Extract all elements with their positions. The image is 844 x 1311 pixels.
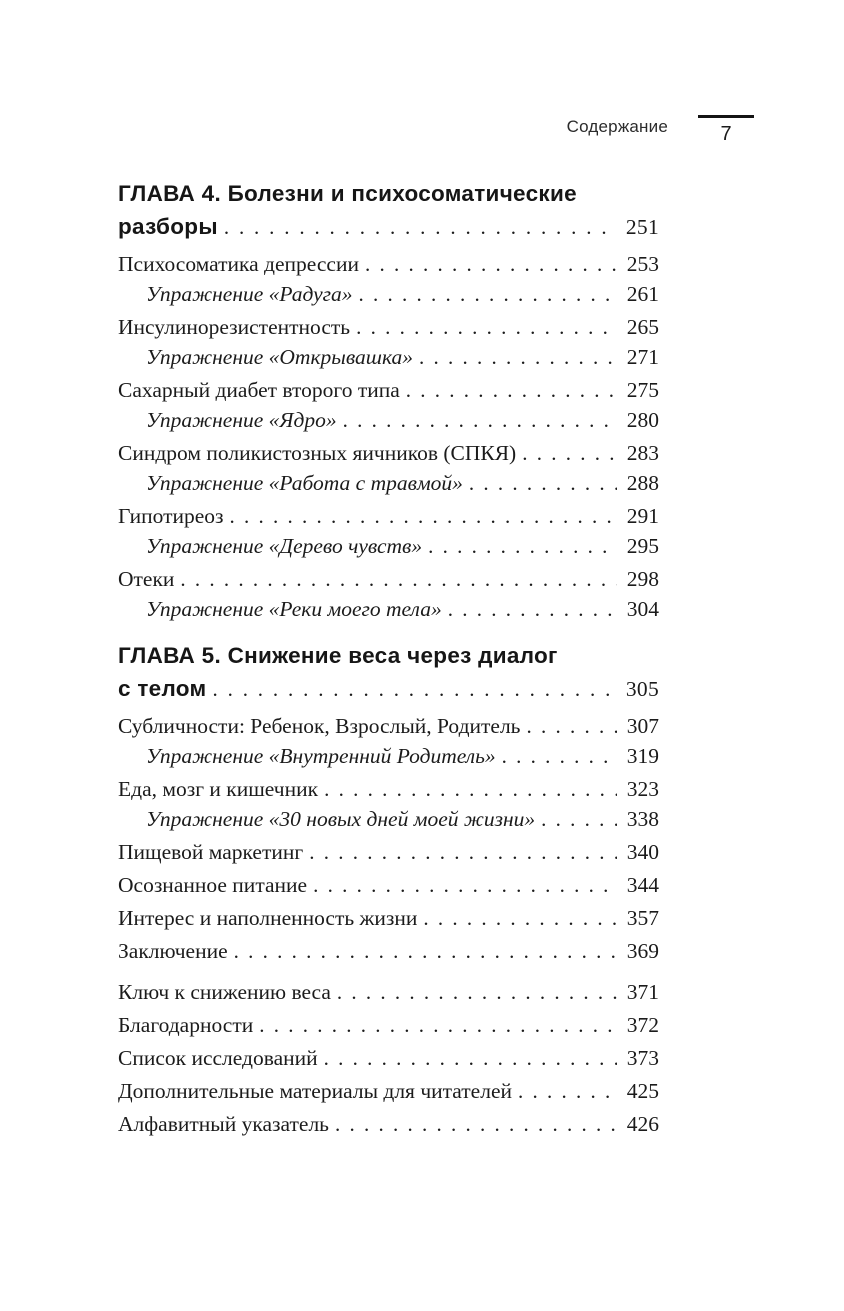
toc-chapter-entry xyxy=(118,177,659,244)
toc-entry-title: Ключ к снижению веса xyxy=(118,980,331,1004)
toc-entry-title: Интерес и наполненность жизни xyxy=(118,906,418,930)
dot-leader xyxy=(516,438,617,468)
toc-item-entry xyxy=(118,1109,659,1139)
toc-chapter-line2-row xyxy=(118,672,659,706)
toc-page-number: 288 xyxy=(626,471,659,495)
toc-item-entry xyxy=(118,774,659,804)
toc-page-number: 319 xyxy=(626,744,659,768)
running-title: Содержание xyxy=(566,117,668,136)
toc-item-entry xyxy=(118,1076,659,1106)
toc-page-number: 357 xyxy=(626,906,659,930)
toc-entry-title: Инсулинорезистентность xyxy=(118,315,351,339)
toc-page-number: 295 xyxy=(626,534,659,558)
dot-leader xyxy=(253,1010,617,1040)
toc-entry-title: Еда, мозг и кишечник xyxy=(118,777,319,801)
dot-leader xyxy=(307,870,617,900)
toc-entry-title: Упражнение «Внутренний Родитель» xyxy=(146,744,496,768)
toc-page-number: 253 xyxy=(626,252,659,276)
toc-page-number: 323 xyxy=(626,777,659,801)
toc-item-entry xyxy=(118,438,659,468)
toc-entry-title: Алфавитный указатель xyxy=(118,1112,329,1136)
folio-rule xyxy=(698,115,754,118)
toc-page-number: 425 xyxy=(626,1079,659,1103)
toc-page-number: 338 xyxy=(626,807,659,831)
toc-page-number: 372 xyxy=(626,1013,659,1037)
toc-entry-title: Отеки xyxy=(118,567,175,591)
toc-entry-title: Психосоматика депрессии xyxy=(118,252,359,276)
toc-entry-title: с телом xyxy=(118,676,207,701)
dot-leader xyxy=(303,837,617,867)
dot-leader xyxy=(174,564,617,594)
toc-entry-title: Упражнение «30 новых дней моей жизни» xyxy=(146,807,536,831)
toc-exercise-entry xyxy=(118,468,659,498)
toc-entry-title: Список исследований xyxy=(118,1046,318,1070)
dot-leader xyxy=(535,804,617,834)
toc-entry-title: Пищевой маркетинг xyxy=(118,840,304,864)
toc-exercise-entry xyxy=(118,741,659,771)
toc-item-entry xyxy=(118,837,659,867)
toc-entry-title: Упражнение «Реки моего тела» xyxy=(146,597,442,621)
toc-page-number: 426 xyxy=(626,1112,659,1136)
toc-exercise-entry xyxy=(118,279,659,309)
toc-entry-title: Упражнение «Работа с травмой» xyxy=(146,471,463,495)
dot-leader xyxy=(463,468,617,498)
toc-page-number: 304 xyxy=(626,597,659,621)
dot-leader xyxy=(218,211,617,244)
toc-page-number: 307 xyxy=(626,714,659,738)
toc-page-number: 280 xyxy=(626,408,659,432)
toc-item-entry xyxy=(118,977,659,1007)
toc-item-entry xyxy=(118,501,659,531)
toc-page-number: 265 xyxy=(626,315,659,339)
toc-page-number: 251 xyxy=(625,215,659,239)
dot-leader xyxy=(359,249,617,279)
toc-entry-title: Дополнительные материалы для читателей xyxy=(118,1079,513,1103)
table-of-contents xyxy=(118,177,659,1139)
dot-leader xyxy=(400,375,617,405)
toc-entry-title: Гипотиреоз xyxy=(118,504,224,528)
toc-page-number: 305 xyxy=(625,677,659,701)
dot-leader xyxy=(329,1109,617,1139)
dot-leader xyxy=(331,977,617,1007)
toc-page-number: 298 xyxy=(626,567,659,591)
toc-entry-title: Сахарный диабет второго типа xyxy=(118,378,400,402)
toc-entry-title: Синдром поликистозных яичников (СПКЯ) xyxy=(118,441,517,465)
toc-item-entry xyxy=(118,903,659,933)
dot-leader xyxy=(224,501,617,531)
toc-item-entry xyxy=(118,375,659,405)
dot-leader xyxy=(318,774,617,804)
toc-page-number: 271 xyxy=(626,345,659,369)
dot-leader xyxy=(207,673,618,706)
toc-page-number: 371 xyxy=(626,980,659,1004)
toc-page-number: 291 xyxy=(626,504,659,528)
toc-item-entry xyxy=(118,249,659,279)
toc-item-entry xyxy=(118,870,659,900)
toc-item-entry xyxy=(118,936,659,966)
toc-entry-title: Благодарности xyxy=(118,1013,254,1037)
dot-leader xyxy=(496,741,617,771)
toc-entry-title: Заключение xyxy=(118,939,228,963)
toc-item-entry xyxy=(118,1043,659,1073)
toc-entry-title: Субличности: Ребенок, Взрослый, Родитель xyxy=(118,714,521,738)
toc-chapter-line1: ГЛАВА 5. Снижение веса через диалог xyxy=(118,643,558,668)
dot-leader xyxy=(512,1076,617,1106)
toc-page-number: 261 xyxy=(626,282,659,306)
toc-page-number: 340 xyxy=(626,840,659,864)
dot-leader xyxy=(422,531,617,561)
toc-exercise-entry xyxy=(118,342,659,372)
toc-chapter-entry xyxy=(118,639,659,706)
dot-leader xyxy=(413,342,617,372)
dot-leader xyxy=(350,312,617,342)
page-number: 7 xyxy=(720,123,732,145)
toc-item-entry xyxy=(118,564,659,594)
toc-entry-title: Осознанное питание xyxy=(118,873,308,897)
folio xyxy=(698,115,754,146)
toc-item-entry xyxy=(118,312,659,342)
toc-entry-title: разборы xyxy=(118,214,218,239)
toc-exercise-entry xyxy=(118,804,659,834)
toc-entry-title: Упражнение «Радуга» xyxy=(146,282,353,306)
dot-leader xyxy=(353,279,618,309)
dot-leader xyxy=(228,936,617,966)
dot-leader xyxy=(318,1043,617,1073)
toc-exercise-entry xyxy=(118,405,659,435)
dot-leader xyxy=(442,594,617,624)
toc-page-number: 344 xyxy=(626,873,659,897)
toc-chapter-line1: ГЛАВА 4. Болезни и психосоматические xyxy=(118,181,577,206)
toc-exercise-entry xyxy=(118,594,659,624)
toc-item-entry xyxy=(118,711,659,741)
toc-chapter-line2-row xyxy=(118,210,659,244)
toc-page-number: 369 xyxy=(626,939,659,963)
toc-page-number: 275 xyxy=(626,378,659,402)
toc-item-entry xyxy=(118,1010,659,1040)
toc-entry-title: Упражнение «Открывашка» xyxy=(146,345,414,369)
toc-exercise-entry xyxy=(118,531,659,561)
toc-entry-title: Упражнение «Дерево чувств» xyxy=(146,534,423,558)
dot-leader xyxy=(417,903,617,933)
dot-leader xyxy=(521,711,618,741)
toc-entry-title: Упражнение «Ядро» xyxy=(146,408,337,432)
dot-leader xyxy=(337,405,617,435)
toc-page-number: 373 xyxy=(626,1046,659,1070)
toc-page-number: 283 xyxy=(626,441,659,465)
